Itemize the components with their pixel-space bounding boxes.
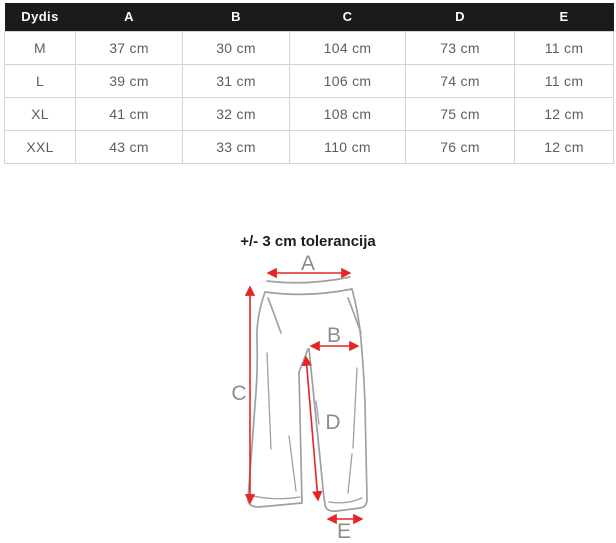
measurement-cell: 30 cm <box>183 31 290 64</box>
measurement-cell: 39 cm <box>76 64 183 97</box>
pants-right-hem <box>325 499 367 511</box>
measure-label-c: C <box>231 382 247 405</box>
measurement-cell: 43 cm <box>76 130 183 163</box>
measurement-cell: 11 cm <box>515 64 614 97</box>
pants-left-hem-inner <box>253 496 300 499</box>
tolerance-note: +/- 3 cm tolerancija <box>240 233 376 250</box>
column-header-a: A <box>76 3 183 31</box>
pants-crease-left-lower <box>289 436 296 491</box>
column-header-c: C <box>290 3 406 31</box>
column-header-b: B <box>183 3 290 31</box>
measurement-cell: 41 cm <box>76 97 183 130</box>
pants-outline <box>248 277 367 511</box>
column-header-d: D <box>406 3 515 31</box>
pants-waist-top <box>267 277 350 283</box>
measurement-arrows <box>250 273 362 519</box>
measure-label-b: B <box>326 324 342 347</box>
size-cell: XL <box>5 97 76 130</box>
measure-label-e: E <box>336 520 352 543</box>
size-cell: L <box>5 64 76 97</box>
pants-waist-bottom <box>265 289 352 294</box>
size-cell: M <box>5 31 76 64</box>
measurement-cell: 74 cm <box>406 64 515 97</box>
pants-right-outer-seam <box>352 289 367 499</box>
measurement-cell: 108 cm <box>290 97 406 130</box>
column-header-dydis: Dydis <box>5 3 76 31</box>
pants-crease-left-upper <box>267 353 271 449</box>
pants-right-pocket <box>348 298 361 333</box>
measure-label-d: D <box>325 411 341 434</box>
pants-left-pocket <box>268 298 281 333</box>
measurement-cell: 106 cm <box>290 64 406 97</box>
measurement-cell: 12 cm <box>515 97 614 130</box>
pants-right-hem-inner <box>329 498 362 503</box>
measurement-cell: 11 cm <box>515 31 614 64</box>
measurement-cell: 110 cm <box>290 130 406 163</box>
pants-crease-right-lower <box>348 454 352 493</box>
measurement-cell: 32 cm <box>183 97 290 130</box>
column-header-e: E <box>515 3 614 31</box>
measurement-cell: 76 cm <box>406 130 515 163</box>
measurement-cell: 73 cm <box>406 31 515 64</box>
measurement-cell: 37 cm <box>76 31 183 64</box>
size-cell: XXL <box>5 130 76 163</box>
pants-left-hem <box>248 499 302 507</box>
measurement-cell: 75 cm <box>406 97 515 130</box>
pants-crease-right-upper <box>353 368 357 448</box>
measure-label-a: A <box>300 252 316 275</box>
measurement-cell: 12 cm <box>515 130 614 163</box>
measurement-cell: 31 cm <box>183 64 290 97</box>
measurement-cell: 104 cm <box>290 31 406 64</box>
measurement-cell: 33 cm <box>183 130 290 163</box>
